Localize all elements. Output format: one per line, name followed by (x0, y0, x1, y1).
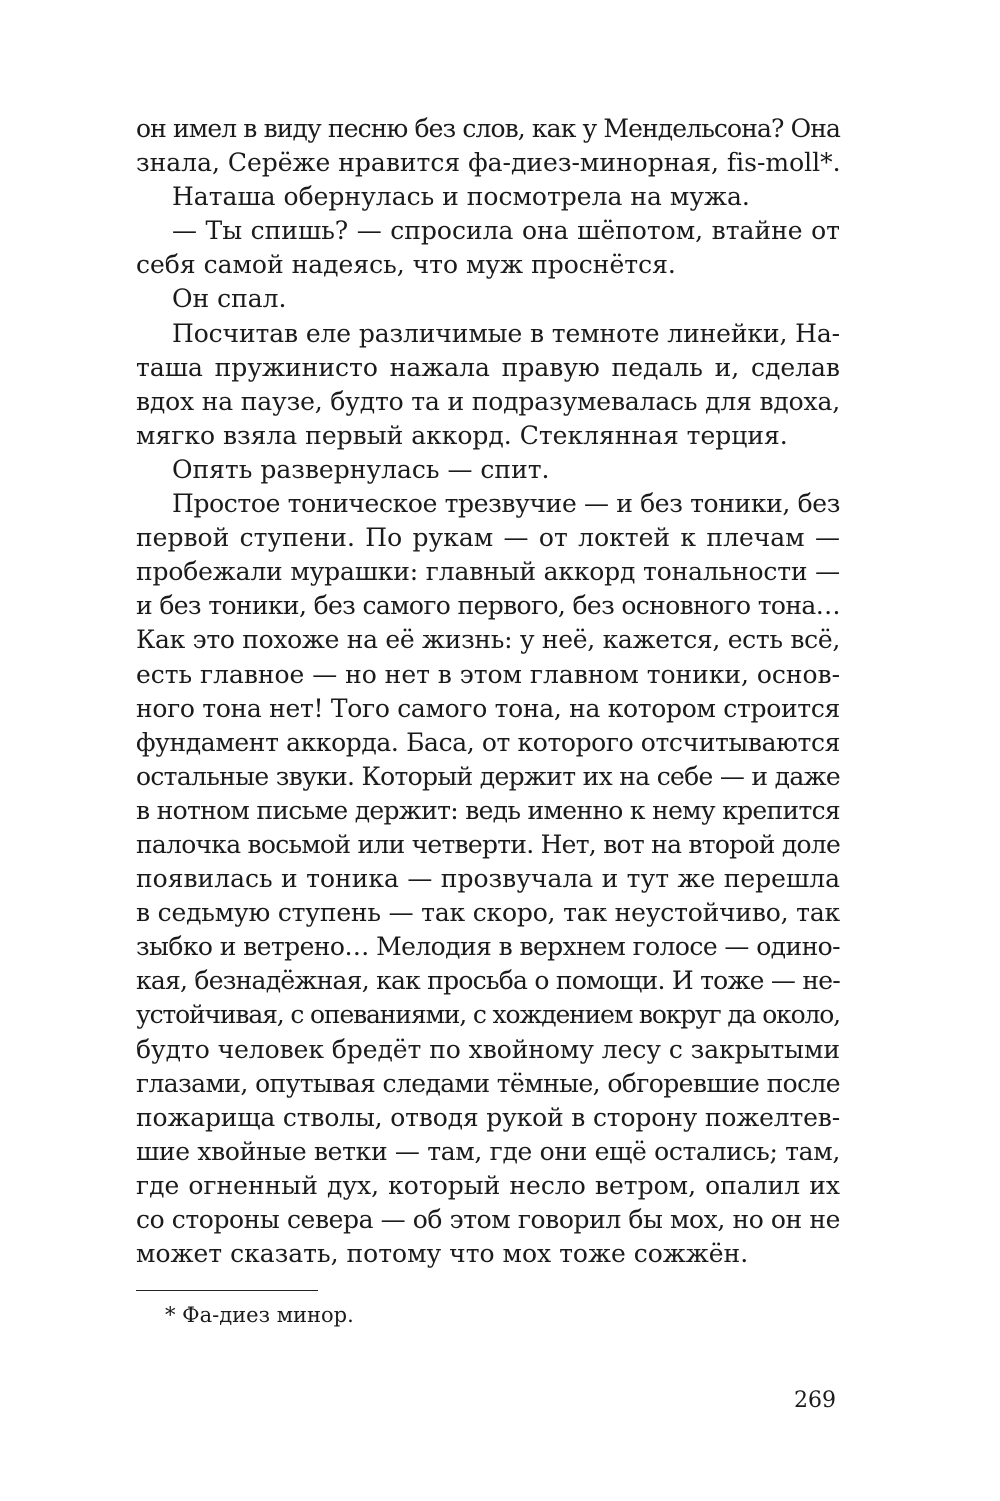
text-line: глазами, опутывая следами тёмные, обгоревшие после (136, 1068, 840, 1098)
body-text (136, 112, 840, 1271)
text-line: Простое тоническое трезвучие — и без тоники, без (172, 489, 840, 519)
text-line: таша пружинисто нажала правую педаль и, сделав (136, 352, 840, 382)
page-number: 269 (794, 1388, 836, 1413)
text-line: мягко взяла первый аккорд. Стеклянная терция. (136, 420, 788, 450)
text-line: Как это похоже на её жизнь: у неё, кажется, есть всё, (136, 625, 840, 655)
text-line: Он спал. (172, 284, 287, 314)
text-line: вдох на паузе, будто та и подразумевалась для вдоха, (136, 386, 840, 416)
text-line: устойчивая, с опеваниями, с хождением вокруг да около, (136, 1000, 840, 1030)
text-line: зыбко и ветрено… Мелодия в верхнем голосе — одино- (136, 932, 840, 962)
text-line: Наташа обернулась и посмотрела на мужа. (172, 182, 750, 212)
text-line: Посчитав еле различимые в темноте линейки, На- (172, 318, 840, 348)
text-line: остальные звуки. Который держит их на себе — и даже (136, 761, 840, 791)
text-line: со стороны севера — об этом говорил бы мох, но он не (136, 1205, 840, 1234)
text-line: палочка восьмой или четверти. Нет, вот на второй доле (136, 829, 840, 859)
text-line: пробежали мурашки: главный аккорд тональности — (136, 557, 840, 587)
text-line: — Ты спишь? — спросила она шёпотом, втайне от (172, 216, 840, 246)
text-line: появилась и тоника — прозвучала и тут же перешла (136, 864, 840, 894)
text-line: и без тоники, без самого первого, без основного тона… (136, 591, 840, 621)
text-line: Опять развернулась — спит. (172, 454, 550, 484)
text-line: он имел в виду песню без слов, как у Мендельсона? Она (136, 114, 840, 143)
text-line: шие хвойные ветки — там, где они ещё остались; там, (136, 1136, 840, 1166)
footnote-divider (136, 1290, 318, 1291)
text-line: будто человек бредёт по хвойному лесу с закрытыми (136, 1034, 840, 1064)
text-line: фундамент аккорда. Баса, от которого отсчитываются (136, 727, 840, 757)
text-line: ного тона нет! Того самого тона, на котором строится (136, 693, 840, 723)
text-line: первой ступени. По рукам — от локтей к плечам — (136, 523, 840, 553)
text-line: есть главное — но нет в этом главном тоники, основ- (136, 659, 840, 689)
text-line: в седьмую ступень — так скоро, так неустойчиво, так (136, 898, 840, 928)
text-line: знала, Серёже нравится фа-диез-минорная, fis-moll*. (136, 148, 841, 178)
text-line: кая, безнадёжная, как просьба о помощи. И тоже — не- (136, 966, 840, 996)
footnote: * Фа-диез минор. (165, 1303, 354, 1327)
text-line: себя самой надеясь, что муж проснётся. (136, 250, 676, 280)
text-line: пожарища стволы, отводя рукой в сторону пожелтев- (136, 1102, 840, 1132)
text-line: может сказать, потому что мох тоже сожжён. (136, 1239, 749, 1269)
text-line: где огненный дух, который несло ветром, опалил их (136, 1170, 840, 1200)
text-line: в нотном письме держит: ведь именно к нему крепится (136, 795, 840, 825)
